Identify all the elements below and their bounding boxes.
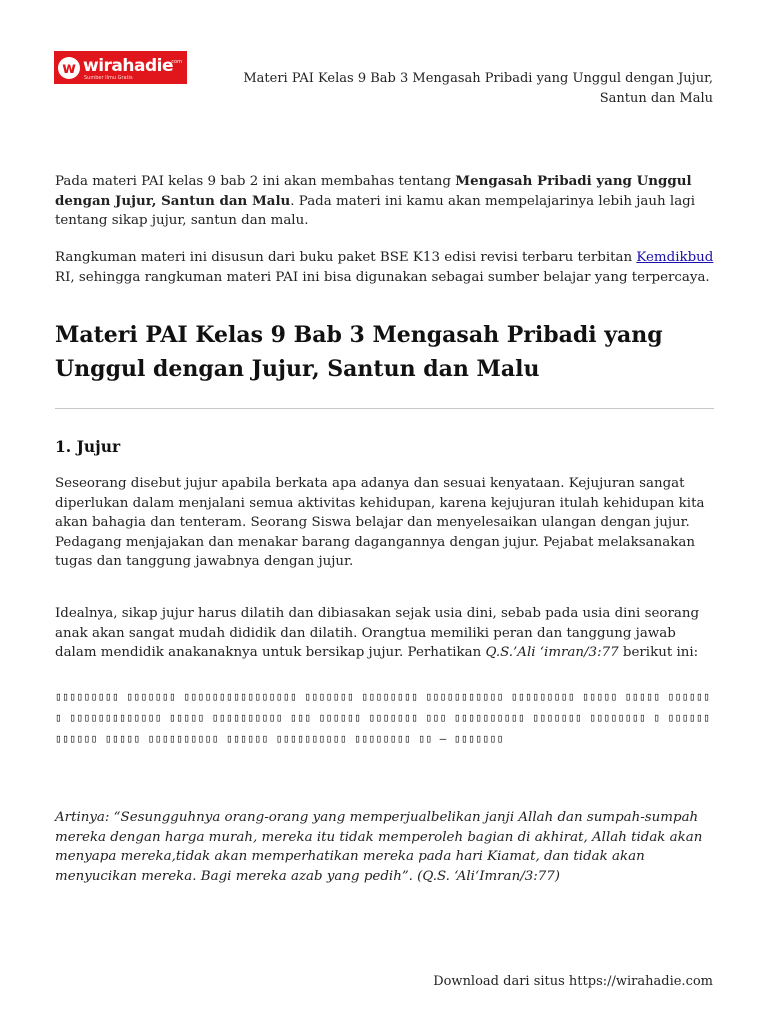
section-heading-jujur: 1. Jujur xyxy=(55,437,121,456)
logo-suffix: .com xyxy=(169,59,182,65)
intro-paragraph-1 xyxy=(55,172,714,231)
page-header-title: Materi PAI Kelas 9 Bab 3 Mengasah Pribadi yang Unggul dengan Jujur, Santun dan Malu xyxy=(243,71,713,106)
intro-paragraph-2 xyxy=(55,248,714,287)
intro-bold-topic: Mengasah Pribadi yang Unggul dengan Jujur, Santun dan Malu xyxy=(55,173,692,209)
source-text: Rangkuman materi ini disusun dari buku paket BSE K13 edisi revisi terbaru terbitan xyxy=(55,250,637,265)
logo-text: wirahadie xyxy=(83,55,173,76)
jujur-text: Idealnya, sikap jujur harus dilatih dan dibiasakan sejak usia dini, sebab pada usia dini seorang anak akan sangat mudah dididik dan dilatih. Orangtua memiliki peran dan tanggung jawab dalam mendidik anakanaknya untuk bersikap jujur. Perhatikan xyxy=(55,606,700,660)
intro-text: Pada materi PAI kelas 9 bab 2 ini akan membahas tentang xyxy=(55,174,456,189)
logo-tagline: Sumber Ilmu Gratis xyxy=(84,75,133,81)
kemdikbud-link[interactable]: Kemdikbud xyxy=(636,250,714,265)
verse-translation: Artinya: “Sesungguhnya orang-orang yang memperjualbelikan janji Allah dan sumpah-sumpah mereka dengan harga murah, mereka itu tidak memperoleh bagian di akhirat, Allah tidak akan menyapa mereka,tidak akan memperhatikan mereka pada hari Kiamat, dan tidak akan menyucikan mereka. Bagi mereka azab yang pedih”. (Q.S. ‘Ali‘Imran/3:77) xyxy=(55,810,703,884)
footer-download-text: Download dari situs https://wirahadie.com xyxy=(433,974,713,989)
site-logo[interactable] xyxy=(54,51,187,84)
logo-w-icon: w xyxy=(58,57,80,79)
jujur-paragraph-1: Seseorang disebut jujur apabila berkata apa adanya dan sesuai kenyataan. Kejujuran sangat diperlukan dalam menjalani semua aktivitas kehidupan, karena kejujuran itulah kehidupan kita akan bahagia dan tenteram. Seorang Siswa belajar dan menyelesaikan ulangan dengan jujur. Pedagang menjajakan dan menakar barang dagangannya dengan jujur. Pejabat melaksanakan tugas dan tanggung jawabnya dengan jujur. xyxy=(55,476,705,569)
intro-text-end: . Pada materi ini kamu akan mempelajarinya lebih jauh lagi tentang sikap jujur, santun dan malu. xyxy=(55,193,696,228)
jujur-paragraph-2 xyxy=(55,604,714,663)
quran-reference: Q.S.’Ali ‘imran/3:77 xyxy=(485,645,619,660)
article-heading: Materi PAI Kelas 9 Bab 3 Mengasah Pribadi yang Unggul dengan Jujur, Santun dan Malu xyxy=(55,322,663,382)
source-text-end: RI, sehingga rangkuman materi PAI ini bisa digunakan sebagai sumber belajar yang terpercaya. xyxy=(55,269,710,285)
arabic-verse: ▯▯▯▯▯▯▯▯▯ ▯▯▯▯▯▯▯ ▯▯▯▯▯▯▯▯▯▯▯▯▯▯▯▯ ▯▯▯▯▯▯▯ ▯▯▯▯▯▯▯▯ ▯▯▯▯▯▯▯▯▯▯▯ ▯▯▯▯▯▯▯▯▯ ▯▯▯▯▯ ▯▯▯▯▯ ▯▯▯▯▯▯▯ ▯▯▯▯▯▯▯▯▯▯▯▯▯ ▯▯▯▯▯ ▯▯▯▯▯▯▯▯▯▯ ▯▯▯ ▯▯▯▯▯▯ ▯▯▯▯▯▯▯ ▯▯▯ ▯▯▯▯▯▯▯▯▯▯ ▯▯▯▯▯▯▯ ▯▯▯▯▯▯▯▯ ▯ ▯▯▯▯▯▯▯▯▯▯▯▯ ▯▯▯▯▯ ▯▯▯▯▯▯▯▯▯▯ ▯▯▯▯▯▯ ▯▯▯▯▯▯▯▯▯▯ ▯▯▯▯▯▯▯▯ ▯▯ – ▯▯▯▯▯▯▯ xyxy=(55,690,711,745)
divider xyxy=(55,408,714,409)
jujur-text-end: berikut ini: xyxy=(618,645,699,660)
